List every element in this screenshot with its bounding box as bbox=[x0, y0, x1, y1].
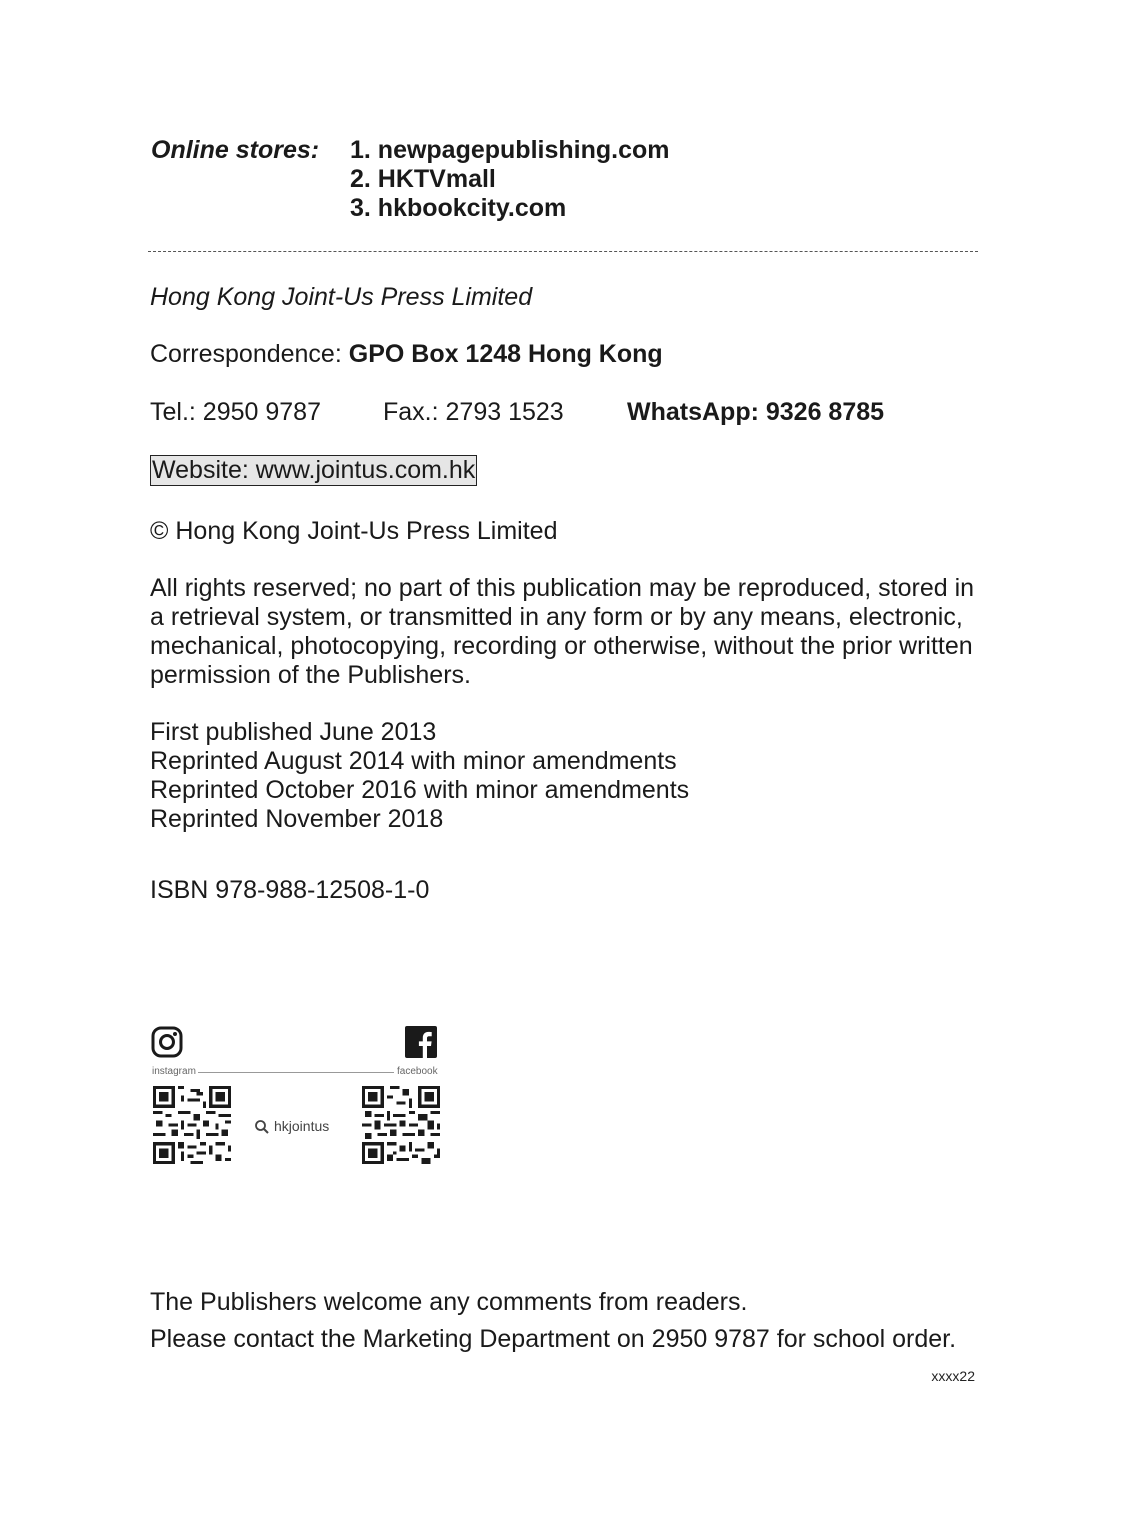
facebook-label: facebook bbox=[397, 1066, 438, 1077]
copyright-notice: © Hong Kong Joint-Us Press Limited bbox=[150, 517, 558, 545]
online-store-item: 2. HKTVmall bbox=[350, 165, 496, 193]
history-line: Reprinted August 2014 with minor amendments bbox=[150, 747, 677, 775]
online-stores-label: Online stores: bbox=[151, 136, 320, 164]
whatsapp-number: WhatsApp: 9326 8785 bbox=[627, 398, 885, 426]
correspondence-label: Correspondence: bbox=[150, 340, 342, 368]
rights-paragraph: All rights reserved; no part of this publication may be reproduced, stored in a retrieval system, or transmitted in any form or by any means, electronic, mechanical, photocopying, recording or otherwise, without the prior written permission of the Publishers. bbox=[150, 574, 975, 689]
social-handle: hkjointus bbox=[274, 1118, 330, 1134]
instagram-qr-code bbox=[152, 1086, 232, 1164]
dashed-divider bbox=[148, 251, 978, 252]
online-store-item: 1. newpagepublishing.com bbox=[350, 136, 670, 164]
correspondence-line bbox=[150, 340, 663, 369]
history-line: Reprinted October 2016 with minor amendments bbox=[150, 776, 690, 804]
online-store-item: 3. hkbookcity.com bbox=[350, 194, 567, 222]
fax-number: Fax.: 2793 1523 bbox=[383, 398, 564, 426]
history-line: Reprinted November 2018 bbox=[150, 805, 444, 833]
correspondence-address: GPO Box 1248 Hong Kong bbox=[348, 340, 663, 368]
facebook-qr-code bbox=[361, 1086, 441, 1164]
website-link[interactable]: Website: www.jointus.com.hk bbox=[152, 456, 476, 484]
footer-comments: The Publishers welcome any comments from readers. bbox=[150, 1288, 748, 1316]
tel-number: Tel.: 2950 9787 bbox=[150, 398, 321, 426]
isbn: ISBN 978-988-12508-1-0 bbox=[150, 876, 430, 904]
social-divider bbox=[198, 1072, 394, 1073]
publication-history bbox=[150, 718, 689, 834]
search-icon bbox=[254, 1119, 270, 1135]
history-line: First published June 2013 bbox=[150, 718, 437, 746]
social-media-block bbox=[150, 1024, 442, 1169]
print-code: xxxx22 bbox=[931, 1368, 975, 1384]
publisher-name: Hong Kong Joint-Us Press Limited bbox=[150, 283, 533, 311]
instagram-icon[interactable] bbox=[151, 1026, 183, 1058]
facebook-icon[interactable] bbox=[405, 1026, 437, 1058]
instagram-label: instagram bbox=[152, 1066, 196, 1077]
footer-contact: Please contact the Marketing Department on 2950 9787 for school order. bbox=[150, 1325, 957, 1353]
